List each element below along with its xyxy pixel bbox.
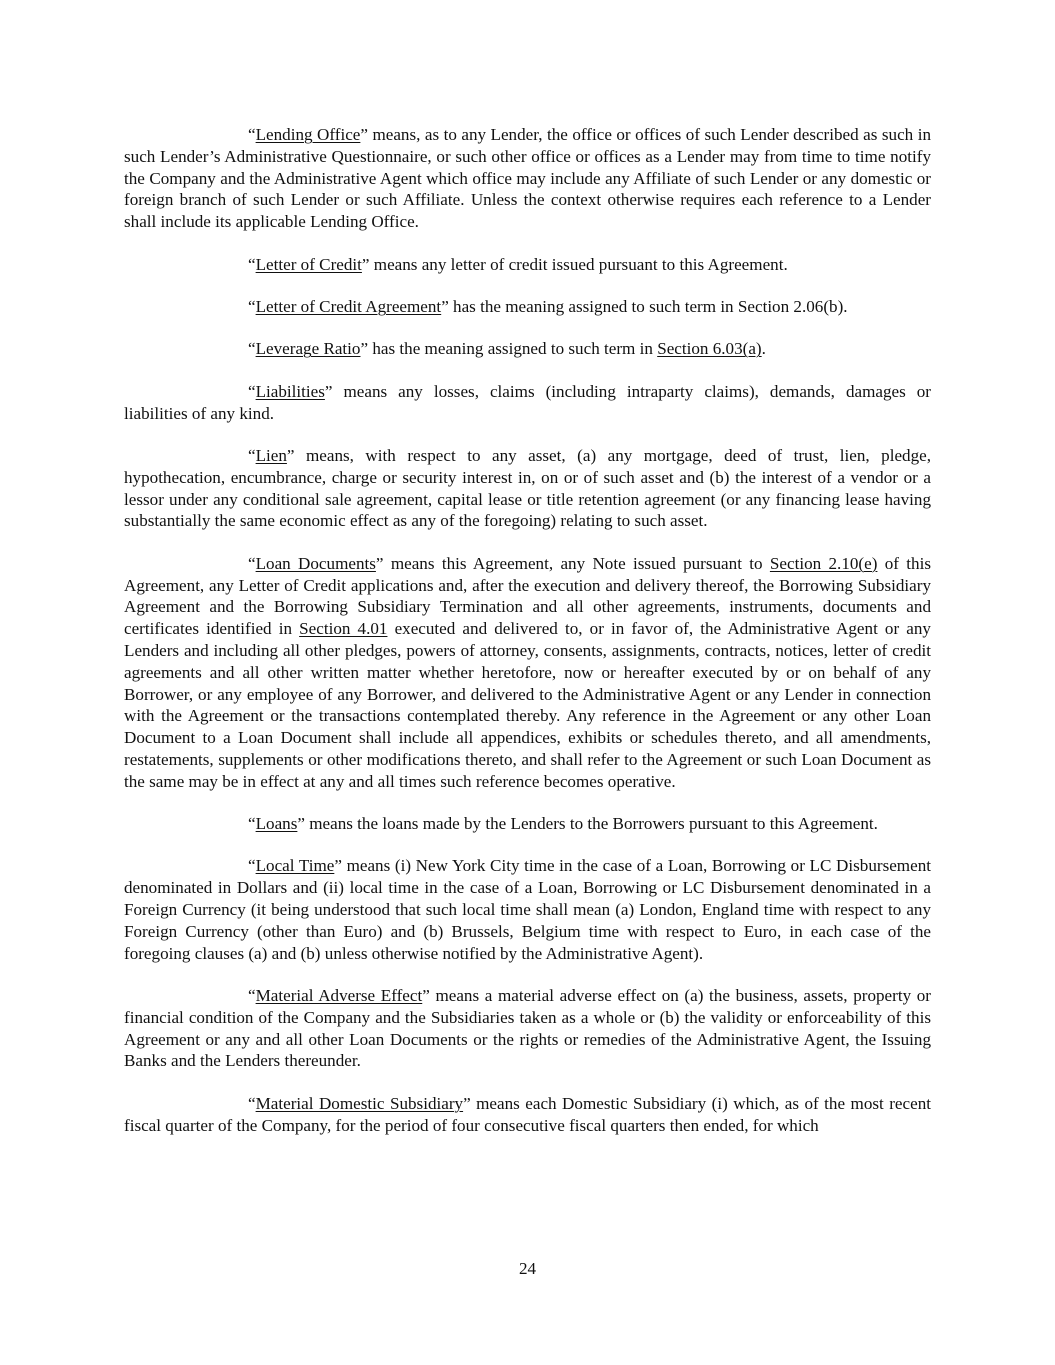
definition-local-time bbox=[124, 855, 931, 964]
definition-text: “ bbox=[248, 125, 256, 144]
underlined-term: Section 4.01 bbox=[299, 619, 388, 639]
definition-text: ” means a material adverse effect on (a) the business, assets, property or financial condition of the Company and the Subsidiaries taken as a whole or (b) the validity or enforceability of this Agreement or any and all other Loan Documents or the rights or remedies of the Administrative Agent, the Issuing Banks and the Lenders thereunder. bbox=[124, 986, 931, 1071]
definition-lending-office bbox=[124, 124, 931, 233]
definition-text: ” means each Domestic Subsidiary (i) which, as of the most recent fiscal quarter of the Company, for the period of four consecutive fiscal quarters then ended, for which bbox=[124, 1093, 931, 1135]
definition-text: “ bbox=[248, 553, 256, 573]
definitions-list bbox=[124, 124, 931, 1136]
underlined-term: Lien bbox=[255, 445, 287, 465]
definition-text: “ bbox=[248, 254, 256, 274]
underlined-term: Section 6.03(a) bbox=[657, 339, 762, 359]
definition-text: ” has the meaning assigned to such term in Section 2.06(b). bbox=[441, 296, 848, 316]
underlined-term: Local Time bbox=[255, 856, 335, 876]
underlined-term: Letter of Credit bbox=[255, 254, 362, 274]
definition-lien bbox=[124, 445, 931, 532]
definition-text: ” means, with respect to any asset, (a) any mortgage, deed of trust, lien, pledge, hypothecation, encumbrance, charge or security interest in, on or of such asset and (b) the interest of a vendor or a lessor under any conditional sale agreement, capital lease or title retention agreement (or any financing lease having substantially the same economic effect as any of the foregoing) relating to such asset. bbox=[124, 445, 931, 531]
definition-text: ” means any losses, claims (including intraparty claims), demands, damages or liabilities of any kind. bbox=[124, 381, 931, 423]
underlined-term: Loans bbox=[255, 814, 298, 834]
underlined-term: Leverage Ratio bbox=[255, 339, 361, 359]
definition-text: ” means this Agreement, any Note issued pursuant to bbox=[375, 553, 770, 573]
underlined-term: Material Domestic Subsidiary bbox=[255, 1093, 464, 1113]
underlined-term: Lending Office bbox=[255, 125, 361, 144]
page-number: 24 bbox=[518, 1259, 537, 1278]
definition-text: of this Agreement, any Letter of Credit applications and, after the execution and delivery thereof, the Borrowing Subsidiary Agreement and the Borrowing Subsidiary Termination and all other agreements, instruments, documents and certificates identified in bbox=[124, 553, 932, 639]
document-page bbox=[124, 124, 931, 1157]
definition-loan-documents bbox=[124, 553, 931, 793]
definition-text: ” has the meaning assigned to such term in bbox=[360, 339, 658, 359]
definition-loans bbox=[124, 813, 931, 835]
underlined-term: Material Adverse Effect bbox=[255, 986, 423, 1006]
definition-letter-of-credit bbox=[124, 254, 931, 276]
definition-text: “ bbox=[248, 856, 256, 876]
definition-text: “ bbox=[248, 381, 256, 401]
definition-text: “ bbox=[248, 296, 256, 316]
underlined-term: Section 2.10(e) bbox=[769, 553, 878, 573]
definition-material-adverse-effect bbox=[124, 985, 931, 1072]
definition-text: executed and delivered to, or in favor of, the Administrative Agent or any Lenders and including all other pledges, powers of attorney, consents, assignments, contracts, notices, letter of credit agreements and all other written matter whether heretofore, now or hereafter executed by or on behalf of any Borrower, or any employee of any Borrower, and delivered to the Administrative Agent or any Lender in connection with the Agreement or the transactions contemplated thereby. Any reference in the Agreement or any other Loan Document to a Loan Document shall include all appendices, exhibits or schedules thereto, and all amendments, restatements, supplements or other modifications thereto, and shall refer to the Agreement or such Loan Document as the same may be in effect at any and all times such reference becomes operative. bbox=[124, 619, 931, 791]
definition-text: “ bbox=[248, 986, 256, 1006]
definition-text: ” means any letter of credit issued pursuant to this Agreement. bbox=[361, 254, 788, 274]
definition-material-domestic-subsidiary bbox=[124, 1093, 931, 1137]
definition-text: ” means, as to any Lender, the office or offices of such Lender described as such in such Lender’s Administrative Questionnaire, or such other office or offices as a Lender may from time to time notify the Company and the Administrative Agent which office may include any Affiliate of such Lender or any domestic or foreign branch of such Lender or such Affiliate. Unless the context otherwise requires each reference to a Lender shall include its applicable Lending Office. bbox=[124, 125, 931, 232]
definition-leverage-ratio bbox=[124, 338, 931, 360]
definition-text: ” means the loans made by the Lenders to the Borrowers pursuant to this Agreement. bbox=[297, 814, 878, 834]
definition-letter-of-credit-agreement bbox=[124, 296, 931, 318]
underlined-term: Liabilities bbox=[255, 381, 325, 401]
definition-text: “ bbox=[248, 814, 256, 834]
underlined-term: Loan Documents bbox=[255, 553, 376, 573]
definition-text: “ bbox=[248, 445, 256, 465]
definition-liabilities bbox=[124, 381, 931, 425]
underlined-term: Letter of Credit Agreement bbox=[255, 296, 442, 316]
definition-text: ” means (i) New York City time in the case of a Loan, Borrowing or LC Disbursement denominated in Dollars and (ii) local time in the case of a Loan, Borrowing or LC Disbursement denominated in a Foreign Currency (it being understood that such local time shall mean (a) London, England time with respect to any Foreign Currency (other than Euro) and (b) Brussels, Belgium time with respect to Euro, in each case of the foregoing clauses (a) and (b) unless otherwise notified by the Administrative Agent). bbox=[124, 856, 931, 963]
definition-text: “ bbox=[248, 1093, 256, 1113]
definition-text: . bbox=[761, 339, 766, 359]
definition-text: “ bbox=[248, 339, 256, 359]
